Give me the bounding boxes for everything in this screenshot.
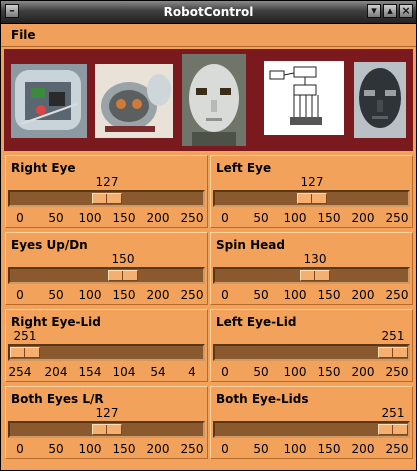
tick-label: 50 [48,288,64,302]
both-eyes-l-r-slider-panel [5,386,208,459]
right-eye-lid-value: 251 [13,329,37,343]
tick-label: 0 [16,288,24,302]
right-eye-value: 127 [95,175,119,189]
tick-label: 250 [385,211,409,225]
right-eye-slider-panel [5,155,208,228]
tick-label: 150 [317,288,341,302]
tick-label: 250 [385,442,409,456]
tick-label: 150 [317,442,341,456]
tick-label: 50 [48,442,64,456]
eyes-up-dn-value: 150 [111,252,135,266]
eyes-up-dn-tick-labels [6,288,207,302]
both-eye-lids-label: Both Eye-Lids [216,392,309,406]
tick-label: 250 [385,288,409,302]
title-bar[interactable] [1,1,416,24]
menu-file[interactable]: File [11,28,36,42]
tick-label: 100 [283,365,307,379]
tick-label: 50 [253,442,269,456]
spin-head-label: Spin Head [216,238,285,252]
tick-label: 100 [78,442,102,456]
both-eyes-l-r-value: 127 [95,406,119,420]
both-eyes-l-r-label: Both Eyes L/R [11,392,104,406]
tick-label: 200 [146,442,170,456]
tick-label: 4 [188,365,196,379]
both-eye-lids-slider-panel [210,386,413,459]
spin-head-tick-labels [211,288,412,302]
tick-label: 50 [253,365,269,379]
spin-head-slider-handle[interactable] [300,270,330,281]
right-eye-label: Right Eye [11,161,76,175]
tick-label: 100 [78,288,102,302]
spin-head-slider-panel [210,232,413,305]
left-eye-tick-labels [211,211,412,225]
eyes-up-dn-slider-handle[interactable] [108,270,138,281]
spin-head-value: 130 [303,252,327,266]
both-eyes-l-r-tick-labels [6,442,207,456]
tick-label: 100 [78,211,102,225]
right-eye-slider-handle[interactable] [92,193,122,204]
right-eye-slider-track[interactable] [8,190,205,207]
tick-label: 204 [44,365,68,379]
menu-bar [1,24,416,47]
tick-label: 150 [317,211,341,225]
tick-label: 0 [221,211,229,225]
tick-label: 200 [351,211,375,225]
tick-label: 54 [150,365,166,379]
left-eye-lid-tick-labels [211,365,412,379]
both-eyes-l-r-slider-track[interactable] [8,421,205,438]
left-eye-label: Left Eye [216,161,272,175]
right-eye-lid-label: Right Eye-Lid [11,315,101,329]
eyes-up-dn-label: Eyes Up/Dn [11,238,88,252]
tick-label: 250 [180,288,204,302]
tick-label: 0 [221,288,229,302]
right-eye-lid-slider-track[interactable] [8,344,205,361]
right-eye-lid-slider-handle[interactable] [10,347,40,358]
tick-label: 0 [16,211,24,225]
tick-label: 104 [112,365,136,379]
tick-label: 200 [146,288,170,302]
window-menu-icon: – [9,4,15,17]
tick-label: 0 [221,365,229,379]
tick-label: 0 [221,442,229,456]
robot-internals-photo [11,64,87,138]
right-eye-lid-slider-panel [5,309,208,382]
tick-label: 50 [48,211,64,225]
tick-label: 50 [253,288,269,302]
left-eye-slider-handle[interactable] [297,193,327,204]
both-eye-lids-tick-labels [211,442,412,456]
tick-label: 200 [351,365,375,379]
left-eye-lid-value: 251 [381,329,405,343]
right-eye-lid-tick-labels [6,365,207,379]
left-eye-lid-label: Left Eye-Lid [216,315,297,329]
left-eye-value: 127 [300,175,324,189]
tick-label: 250 [180,211,204,225]
spin-head-slider-track[interactable] [213,267,410,284]
tick-label: 100 [283,288,307,302]
minimize-button[interactable] [367,4,381,18]
both-eye-lids-value: 251 [381,406,405,420]
tick-label: 150 [112,442,136,456]
left-eye-slider-track[interactable] [213,190,410,207]
image-strip [4,49,413,151]
tick-label: 150 [317,365,341,379]
both-eye-lids-slider-track[interactable] [213,421,410,438]
dark-robot-head-photo [354,62,406,138]
tick-label: 154 [78,365,102,379]
tick-label: 200 [351,288,375,302]
left-eye-lid-slider-track[interactable] [213,344,410,361]
close-button[interactable] [399,4,413,18]
tick-label: 50 [253,211,269,225]
tick-label: 100 [283,211,307,225]
tick-label: 0 [16,442,24,456]
robot-head-photo [182,54,246,146]
left-eye-lid-slider-handle[interactable] [378,347,408,358]
tick-label: 150 [112,211,136,225]
left-eye-lid-slider-panel [210,309,413,382]
robot-eye-mechanism-photo [95,64,173,138]
close-icon: × [401,4,411,17]
both-eye-lids-slider-handle[interactable] [378,424,408,435]
window-title: RobotControl [163,5,254,19]
tick-label: 200 [146,211,170,225]
tick-label: 250 [180,442,204,456]
maximize-button[interactable] [383,4,397,18]
eyes-up-dn-slider-panel [5,232,208,305]
tick-label: 254 [8,365,32,379]
circuit-diagram-image [264,61,344,135]
minimize-icon: ▾ [371,4,377,17]
both-eyes-l-r-slider-handle[interactable] [92,424,122,435]
tick-label: 200 [351,442,375,456]
tick-label: 250 [385,365,409,379]
tick-label: 100 [283,442,307,456]
right-eye-tick-labels [6,211,207,225]
eyes-up-dn-slider-track[interactable] [8,267,205,284]
maximize-icon: ▴ [387,4,393,17]
tick-label: 150 [112,288,136,302]
left-eye-slider-panel [210,155,413,228]
